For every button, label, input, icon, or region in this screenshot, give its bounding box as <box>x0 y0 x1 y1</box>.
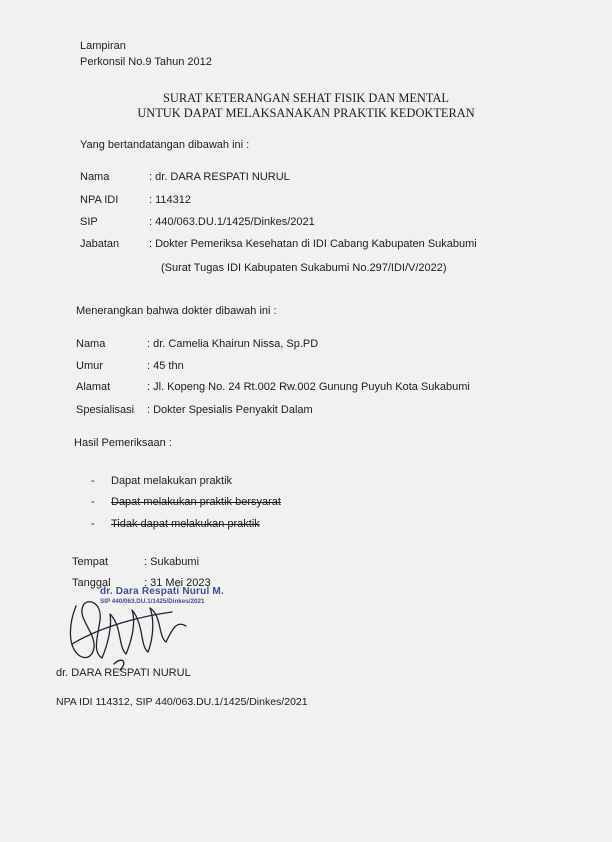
subject-alamat-label: Alamat <box>76 381 111 393</box>
tanggal-value: : 31 Mei 2023 <box>144 577 211 589</box>
lampiran-label: Lampiran <box>80 40 126 52</box>
tanggal-label: Tanggal <box>72 577 111 589</box>
signer-jabatan-value-2: (Surat Tugas IDI Kabupaten Sukabumi No.297/IDI/V/2022) <box>161 262 447 274</box>
intro-text: Yang bertandatangan dibawah ini : <box>80 139 250 151</box>
signature-name: dr. DARA RESPATI NURUL <box>56 667 191 679</box>
signer-jabatan-label: Jabatan <box>80 238 120 250</box>
subject-umur-value: : 45 thn <box>147 360 184 372</box>
menerangkan-text: Menerangkan bahwa dokter dibawah ini : <box>76 305 277 317</box>
signer-nama-label: Nama <box>80 171 110 183</box>
subject-spesialisasi-value: : Dokter Spesialis Penyakit Dalam <box>147 404 313 416</box>
result-item-3-text: Tidak dapat melakukan praktik <box>111 518 260 530</box>
handwritten-signature <box>62 596 222 676</box>
signature-credentials: NPA IDI 114312, SIP 440/063.DU.1/1425/Dinkes/2021 <box>56 696 308 708</box>
result-item-3-dash: - <box>91 518 95 530</box>
title-line-1: SURAT KETERANGAN SEHAT FISIK DAN MENTAL <box>163 91 449 105</box>
tempat-label: Tempat <box>72 556 109 568</box>
stamp-name-line: dr. Dara Respati Nurul M. <box>100 586 224 597</box>
subject-nama-label: Nama <box>76 338 106 350</box>
result-item-1-text: Dapat melakukan praktik <box>111 475 233 487</box>
result-item-2-dash: - <box>91 496 95 508</box>
signer-npa-value: : 114312 <box>149 194 192 206</box>
tempat-value: : Sukabumi <box>144 556 200 568</box>
signer-nama-value: : dr. DARA RESPATI NURUL <box>149 171 290 183</box>
subject-nama-value: : dr. Camelia Khairun Nissa, Sp.PD <box>147 338 319 350</box>
signer-jabatan-value: : Dokter Pemeriksa Kesehatan di IDI Cabang Kabupaten Sukabumi <box>149 238 477 250</box>
stamp-sip-line: SIP 440/063.DU.1/1425/Dinkes/2021 <box>100 598 205 605</box>
signer-sip-value: : 440/063.DU.1/1425/Dinkes/2021 <box>149 216 315 228</box>
result-item-1-dash: - <box>91 475 95 487</box>
perkonsil-label: Perkonsil No.9 Tahun 2012 <box>80 56 212 68</box>
title-line-2: UNTUK DAPAT MELAKSANAKAN PRAKTIK KEDOKTERAN <box>137 106 475 120</box>
subject-spesialisasi-label: Spesialisasi <box>76 404 135 416</box>
subject-umur-label: Umur <box>76 360 103 372</box>
signer-sip-label: SIP <box>80 216 98 228</box>
signer-npa-label: NPA IDI <box>80 194 119 206</box>
subject-alamat-value: : Jl. Kopeng No. 24 Rt.002 Rw.002 Gunung Puyuh Kota Sukabumi <box>147 381 470 393</box>
hasil-label: Hasil Pemeriksaan : <box>74 437 172 449</box>
result-item-2-text: Dapat melakukan praktik bersyarat <box>111 496 281 508</box>
